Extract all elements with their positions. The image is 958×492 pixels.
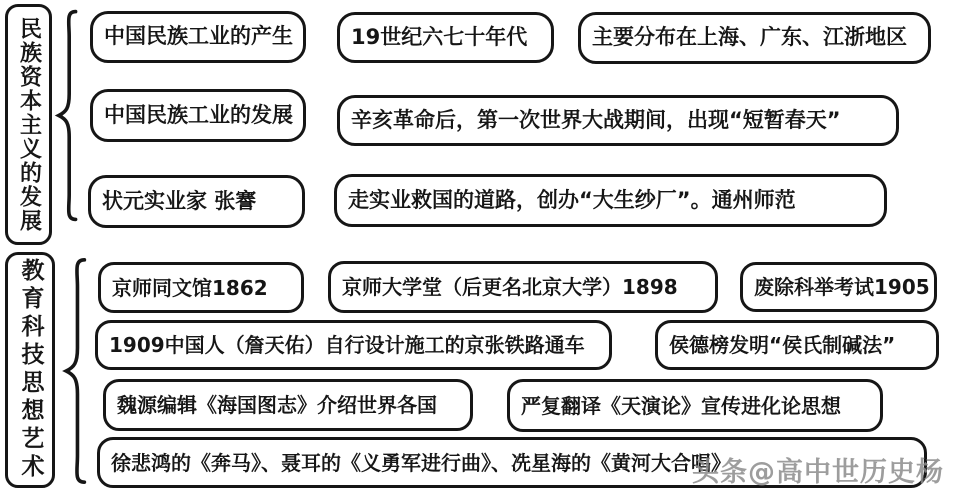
node-industry-development: 中国民族工业的发展 (90, 89, 306, 142)
node-art-works: 徐悲鸿的《奔马》、聂耳的《义勇军进行曲》、冼星海的《黄河大合唱》 (97, 437, 927, 488)
node-birth-time: 19世纪六七十年代 (337, 12, 554, 63)
brace-icon (61, 256, 87, 486)
node-development-detail: 辛亥革命后，第一次世界大战期间，出现“短暂春天” (337, 95, 899, 146)
section1-title: 民族资本主义的发展 (5, 4, 52, 245)
node-jingshi-daxuetang: 京师大学堂（后更名北京大学）1898 (328, 261, 718, 313)
node-tongwenguan: 京师同文馆1862 (98, 262, 304, 313)
node-jingzhang-railway: 1909中国人（詹天佑）自行设计施工的京张铁路通车 (95, 320, 612, 370)
brace-icon (54, 8, 78, 223)
node-industry-birth: 中国民族工业的产生 (90, 11, 306, 63)
node-weiyuan: 魏源编辑《海国图志》介绍世界各国 (103, 379, 473, 431)
node-zhangjian-detail: 走实业救国的道路，创办“大生纱厂”。通州师范 (334, 174, 887, 227)
node-houdebang: 侯德榜发明“侯氏制碱法” (655, 320, 939, 370)
node-abolish-keju: 废除科举考试1905 (740, 262, 937, 312)
section2-title: 教育科技思想艺术 (5, 252, 55, 488)
node-yanfu: 严复翻译《天演论》宣传进化论思想 (507, 379, 883, 432)
node-zhangjian: 状元实业家 张謇 (88, 175, 305, 228)
node-birth-distribution: 主要分布在上海、广东、江浙地区 (578, 12, 931, 64)
watermark: 头条@高中世历史杨 (692, 457, 944, 488)
